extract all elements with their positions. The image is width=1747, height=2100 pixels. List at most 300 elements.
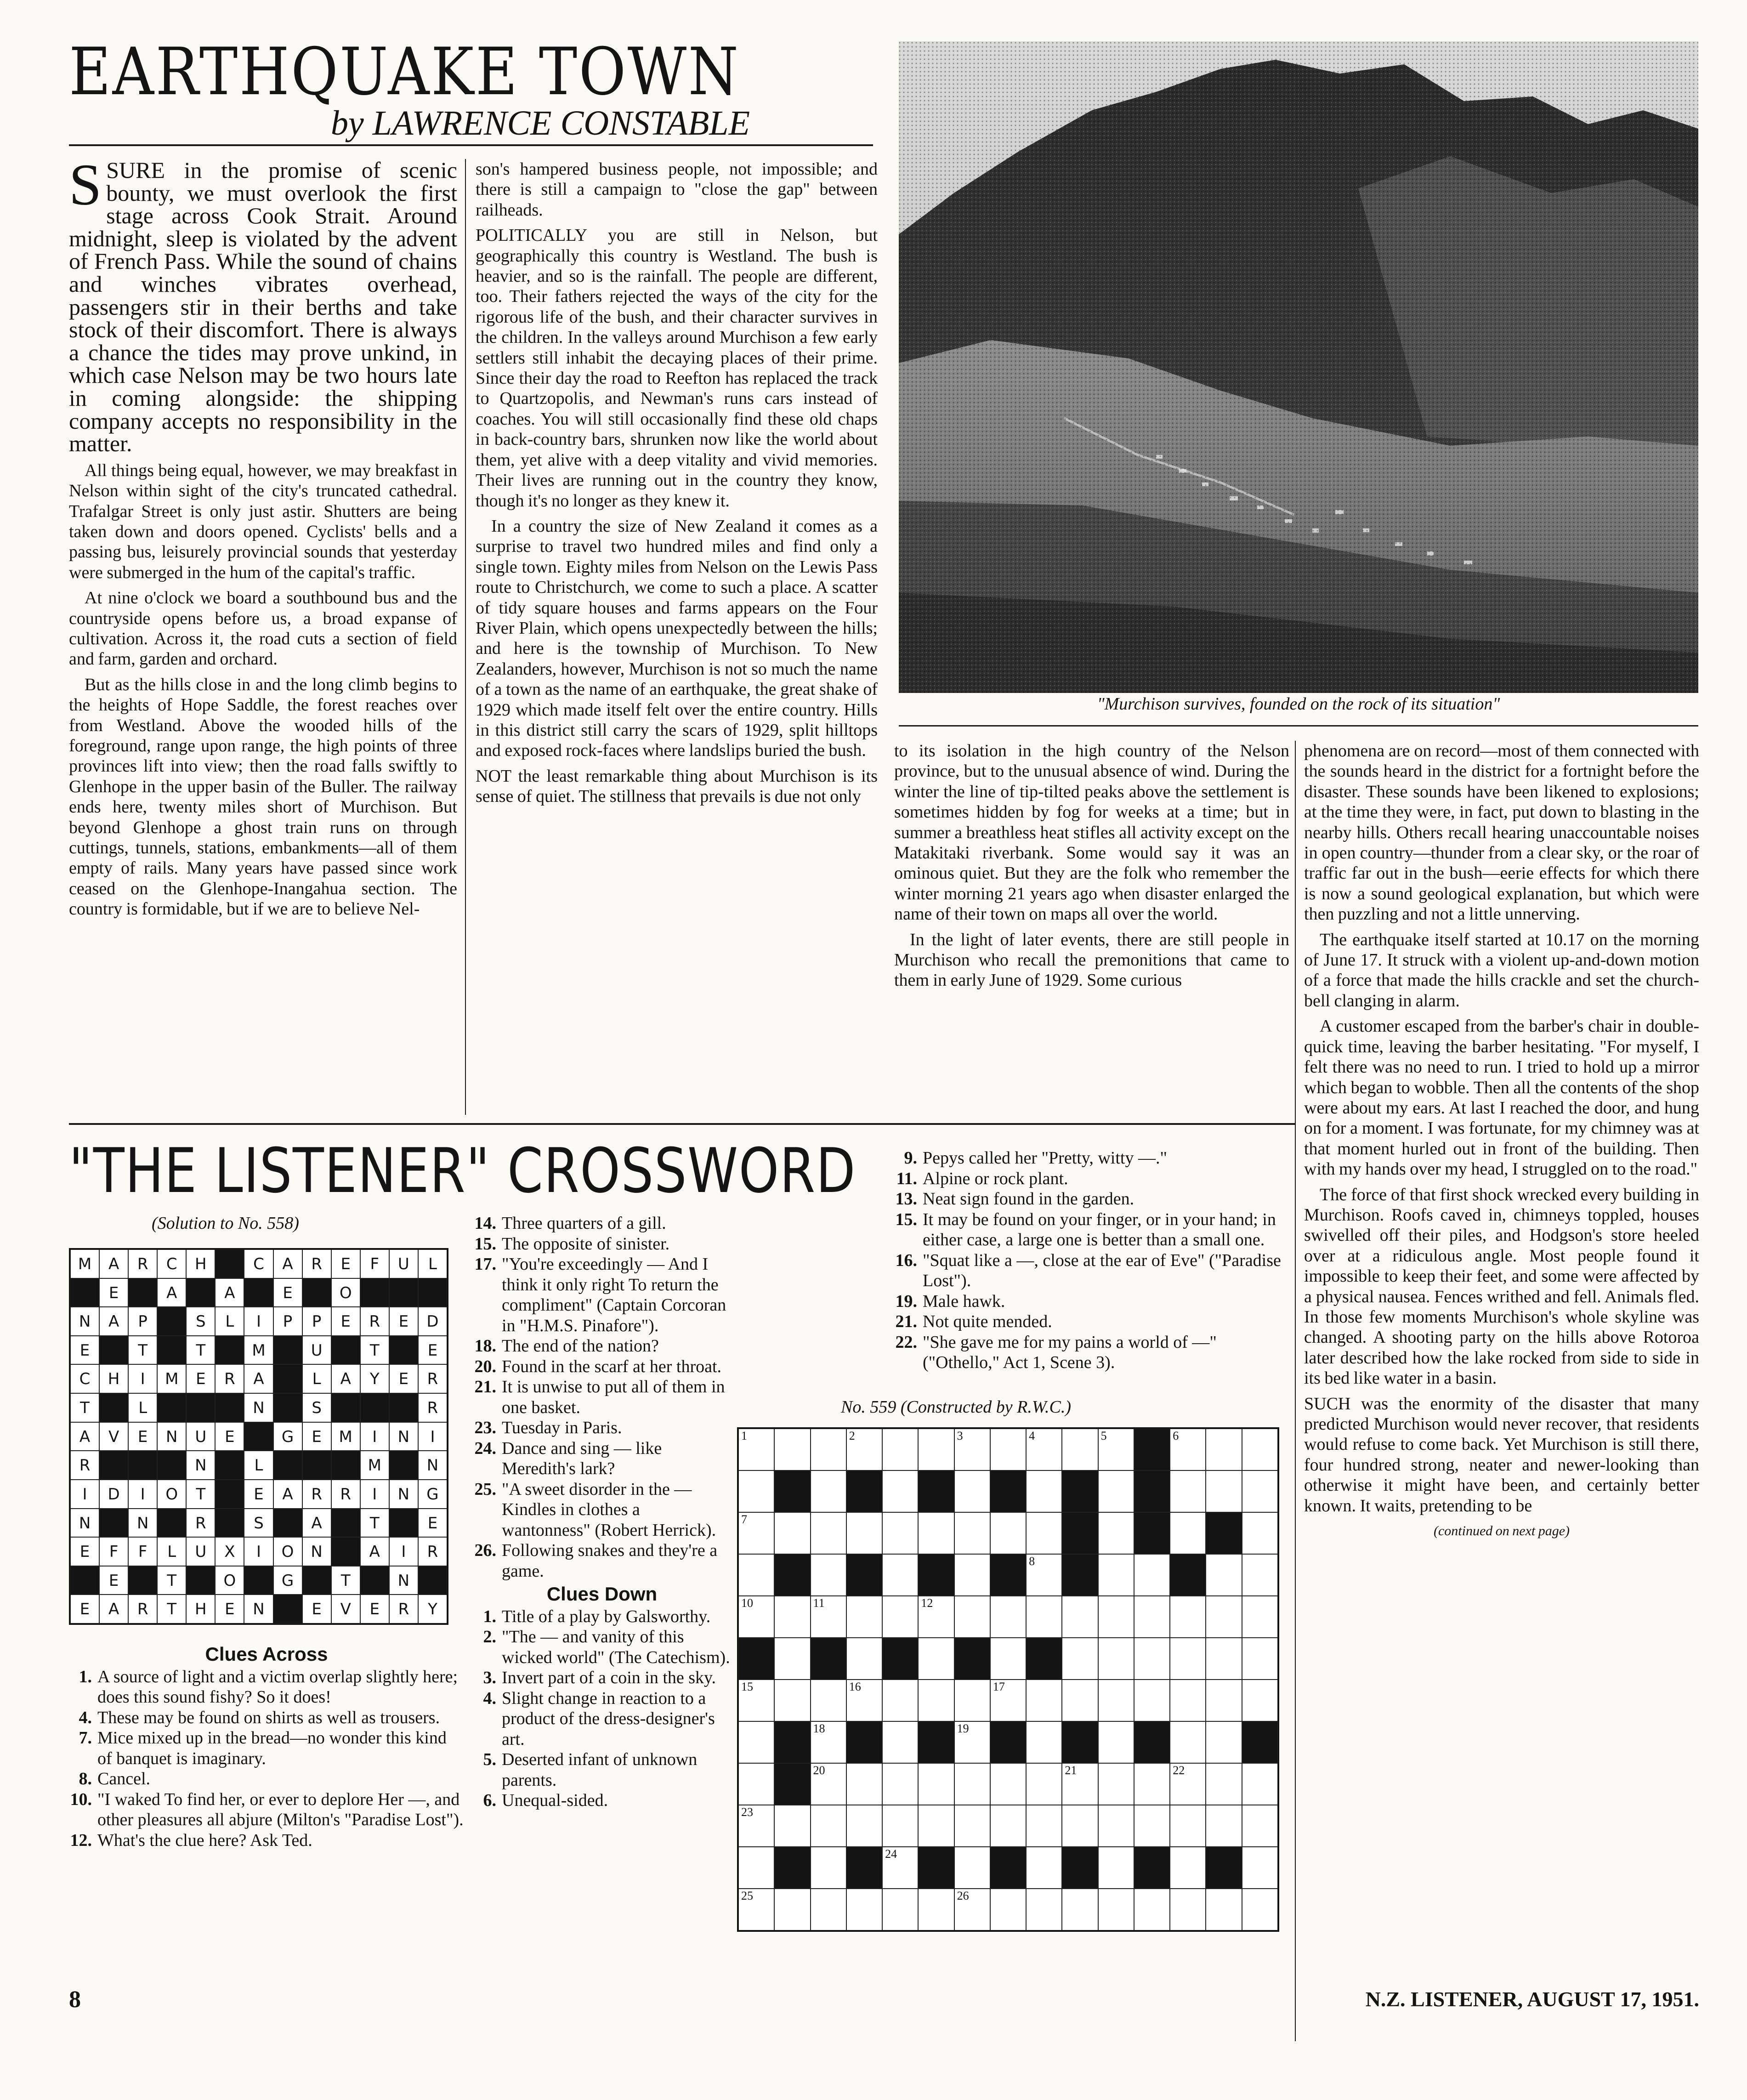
column-rule [1295, 741, 1296, 2041]
puzzle-cell[interactable] [1242, 1596, 1278, 1638]
puzzle-cell[interactable] [774, 1596, 810, 1638]
solution-cell [389, 1307, 418, 1336]
solution-black-cell [99, 1509, 128, 1538]
solution-cell [99, 1595, 128, 1623]
solution-letter: M [339, 1427, 352, 1446]
puzzle-cell[interactable] [811, 1805, 846, 1847]
puzzle-cell[interactable] [1098, 1470, 1134, 1512]
puzzle-cell[interactable] [1098, 1889, 1134, 1930]
puzzle-cell[interactable] [990, 1638, 1026, 1680]
solution-cell [99, 1278, 128, 1307]
puzzle-cell[interactable] [811, 1847, 846, 1889]
clue-text: Pepys called her "Pretty, witty —." [923, 1148, 1167, 1168]
solution-cell [302, 1537, 331, 1566]
puzzle-cell[interactable] [918, 1680, 954, 1721]
puzzle-cell[interactable] [990, 1429, 1026, 1470]
puzzle-clue-number: 21 [1065, 1764, 1077, 1777]
puzzle-cell[interactable] [1026, 1847, 1062, 1889]
puzzle-cell[interactable] [954, 1470, 990, 1512]
puzzle-cell[interactable] [1206, 1429, 1242, 1470]
solution-letter: T [167, 1600, 177, 1619]
puzzle-cell[interactable] [1242, 1554, 1278, 1596]
puzzle-cell[interactable] [738, 1596, 774, 1638]
solution-letter: U [397, 1255, 409, 1273]
puzzle-cell[interactable] [1206, 1721, 1242, 1763]
puzzle-clue-number: 20 [813, 1764, 825, 1777]
puzzle-cell[interactable] [990, 1763, 1026, 1805]
puzzle-black-cell [918, 1470, 954, 1512]
puzzle-clue-number: 2 [849, 1429, 855, 1442]
solution-black-cell [389, 1393, 418, 1422]
puzzle-cell[interactable] [954, 1721, 990, 1763]
solution-black-cell [273, 1336, 302, 1365]
solution-cell [128, 1249, 157, 1278]
puzzle-cell[interactable] [811, 1889, 846, 1930]
puzzle-cell[interactable] [846, 1429, 882, 1470]
puzzle-cell[interactable] [882, 1889, 918, 1930]
puzzle-clue-number: 17 [993, 1680, 1005, 1693]
puzzle-cell[interactable] [1206, 1805, 1242, 1847]
puzzle-cell[interactable] [1098, 1721, 1134, 1763]
puzzle-cell[interactable] [738, 1805, 774, 1847]
solution-letter: X [224, 1543, 235, 1561]
puzzle-cell[interactable] [882, 1554, 918, 1596]
puzzle-cell[interactable] [811, 1429, 846, 1470]
puzzle-black-cell [1062, 1847, 1098, 1889]
puzzle-cell[interactable] [1242, 1805, 1278, 1847]
puzzle-cell[interactable] [1134, 1638, 1170, 1680]
puzzle-black-cell [1134, 1721, 1170, 1763]
puzzle-cell[interactable] [774, 1512, 810, 1554]
byline-rule [69, 144, 873, 146]
puzzle-cell[interactable] [811, 1763, 846, 1805]
puzzle-cell[interactable] [1206, 1763, 1242, 1805]
article-byline: by LAWRENCE CONSTABLE [331, 104, 750, 142]
solution-cell [157, 1422, 186, 1451]
puzzle-cell[interactable] [954, 1429, 990, 1470]
puzzle-cell[interactable] [738, 1721, 774, 1763]
clue-number: 21. [895, 1312, 917, 1331]
puzzle-cell[interactable] [954, 1805, 990, 1847]
clue-number: 20. [474, 1356, 496, 1376]
puzzle-cell[interactable] [882, 1721, 918, 1763]
puzzle-cell[interactable] [1170, 1596, 1206, 1638]
solution-cell [186, 1336, 215, 1365]
solution-black-cell [157, 1451, 186, 1480]
puzzle-cell[interactable] [1170, 1847, 1206, 1889]
solution-cell [215, 1307, 244, 1336]
solution-cell [70, 1595, 99, 1623]
puzzle-cell[interactable] [954, 1512, 990, 1554]
puzzle-cell[interactable] [738, 1847, 774, 1889]
clue-number: 23. [474, 1418, 496, 1437]
puzzle-cell[interactable] [738, 1554, 774, 1596]
clue-item [473, 1540, 731, 1581]
puzzle-cell[interactable] [1062, 1805, 1098, 1847]
puzzle-cell[interactable] [1098, 1554, 1134, 1596]
solution-letter: E [108, 1571, 119, 1590]
puzzle-cell[interactable] [990, 1889, 1026, 1930]
article-paragraph: But as the hills close in and the long climb begins to the heights of Hope Saddle, the forest reaches over from Westland. Above the wooded hills of the foreground, range upon range, the high points of three provinces lift into view; then the road falls swiftly to Glenhope in the upper basin of the Buller. The railway ends here, twenty miles short of Murchison. But beyond Glenhope a ghost train runs on through cuttings, tunnels, stations, embankments—all of them empty of rails. Many years have passed since work ceased on the Glenhope-Inangahua section. The country is formidable, but if we are to believe Nel- [69, 675, 457, 919]
puzzle-cell[interactable] [918, 1889, 954, 1930]
clue-text: Dance and sing — like Meredith's lark? [502, 1438, 662, 1478]
solution-letter: I [372, 1427, 377, 1446]
solution-cell [215, 1278, 244, 1307]
puzzle-cell[interactable] [1134, 1680, 1170, 1721]
solution-black-cell [157, 1393, 186, 1422]
puzzle-cell[interactable] [811, 1596, 846, 1638]
puzzle-cell[interactable] [1242, 1470, 1278, 1512]
puzzle-cell[interactable] [918, 1763, 954, 1805]
puzzle-cell[interactable] [1062, 1763, 1098, 1805]
puzzle-cell[interactable] [738, 1680, 774, 1721]
puzzle-black-cell [1134, 1847, 1170, 1889]
solution-cell [418, 1249, 447, 1278]
puzzle-cell[interactable] [846, 1889, 882, 1930]
puzzle-cell[interactable] [1206, 1680, 1242, 1721]
solution-cell [389, 1422, 418, 1451]
solution-cell [70, 1422, 99, 1451]
puzzle-cell[interactable] [918, 1596, 954, 1638]
clue-number: 12. [70, 1830, 92, 1850]
solution-letter: E [398, 1370, 409, 1389]
puzzle-cell[interactable] [1098, 1847, 1134, 1889]
puzzle-cell[interactable] [846, 1763, 882, 1805]
solution-cell [244, 1595, 273, 1623]
puzzle-black-cell [1026, 1638, 1062, 1680]
puzzle-cell[interactable] [1242, 1638, 1278, 1680]
puzzle-cell[interactable] [1170, 1805, 1206, 1847]
solution-cell [128, 1336, 157, 1365]
puzzle-cell[interactable] [918, 1512, 954, 1554]
puzzle-cell[interactable] [738, 1512, 774, 1554]
clue-number: 5. [483, 1750, 496, 1769]
clue-item [69, 1789, 464, 1830]
solution-cell [128, 1364, 157, 1393]
solution-letter: A [282, 1485, 293, 1504]
solution-letter: A [108, 1312, 119, 1331]
article-paragraph: SSURE in the promise of scenic bounty, we must overlook the first stage across Cook Strait. Around midnight, sleep is violated by the advent of French Pass. While the sound of chains and winches vibrates overhead, passengers stir in their berths and take stock of their discomfort. There is always a chance the tides may prove unkind, in which case Nelson may be two hours late in coming alongside: the shipping company accepts no responsibility in the matter. [69, 159, 457, 457]
puzzle-cell[interactable] [1098, 1638, 1134, 1680]
puzzle-cell[interactable] [1134, 1889, 1170, 1930]
solution-letter: R [398, 1600, 409, 1619]
puzzle-cell[interactable] [1098, 1763, 1134, 1805]
puzzle-cell[interactable] [882, 1470, 918, 1512]
puzzle-cell[interactable] [954, 1596, 990, 1638]
solution-letter: I [256, 1312, 261, 1331]
clue-list [473, 1606, 731, 1811]
clues-across [69, 1641, 464, 1850]
solution-cell [360, 1364, 389, 1393]
puzzle-cell[interactable] [1026, 1554, 1062, 1596]
puzzle-cell[interactable] [1098, 1680, 1134, 1721]
puzzle-cell[interactable] [882, 1596, 918, 1638]
puzzle-cell[interactable] [918, 1805, 954, 1847]
puzzle-clue-number: 19 [957, 1722, 969, 1735]
puzzle-cell[interactable] [1062, 1889, 1098, 1930]
solution-letter: T [167, 1571, 177, 1590]
solution-letter: A [224, 1283, 235, 1302]
puzzle-cell[interactable] [1098, 1596, 1134, 1638]
solution-cell [99, 1537, 128, 1566]
puzzle-cell[interactable] [990, 1596, 1026, 1638]
solution-letter: L [312, 1370, 321, 1389]
puzzle-cell[interactable] [882, 1512, 918, 1554]
puzzle-cell[interactable] [1134, 1554, 1170, 1596]
puzzle-cell[interactable] [774, 1638, 810, 1680]
clue-number: 8. [79, 1769, 92, 1788]
puzzle-cell[interactable] [990, 1805, 1026, 1847]
puzzle-black-cell [918, 1554, 954, 1596]
puzzle-clue-number: 8 [1029, 1555, 1035, 1568]
clue-number: 4. [483, 1688, 496, 1708]
puzzle-black-cell [846, 1554, 882, 1596]
puzzle-cell[interactable] [1242, 1889, 1278, 1930]
solution-letter: U [195, 1543, 207, 1561]
puzzle-black-cell [1134, 1429, 1170, 1470]
solution-letter: N [311, 1543, 323, 1561]
puzzle-cell[interactable] [1170, 1889, 1206, 1930]
solution-letter: I [82, 1485, 87, 1504]
puzzle-cell[interactable] [846, 1805, 882, 1847]
puzzle-cell[interactable] [774, 1889, 810, 1930]
puzzle-black-cell [1134, 1470, 1170, 1512]
puzzle-cell[interactable] [846, 1596, 882, 1638]
clue-number: 13. [895, 1189, 917, 1209]
solution-letter: R [311, 1255, 322, 1273]
solution-letter: N [136, 1514, 149, 1532]
solution-letter: I [430, 1427, 435, 1446]
clue-number: 26. [474, 1541, 496, 1560]
clue-number: 25. [474, 1479, 496, 1499]
solution-cell [186, 1364, 215, 1393]
article-title: EARTHQUAKE TOWN [69, 34, 740, 110]
clues-across-heading: Clues Across [205, 1643, 328, 1665]
article-paragraph: A customer escaped from the barber's chair in double-quick time, leaving the barber hesitating. "For myself, I felt there was no need to run. I tried to hold up a mirror which began to wobble. Then all the contents of the shop were about my ears. At last I reached the door, and hung on for a moment. I was fortunate, for my chimney was at that moment hurled out in front of the building. Then with my hands over my head, I struggled on to the road." [1304, 1016, 1699, 1179]
solution-letter: I [140, 1485, 145, 1504]
solution-cell [70, 1480, 99, 1509]
puzzle-cell[interactable] [1170, 1763, 1206, 1805]
solution-cell [128, 1595, 157, 1623]
puzzle-cell[interactable] [1062, 1680, 1098, 1721]
solution-cell [360, 1595, 389, 1623]
clue-text: A source of light and a victim overlap slightly here; does this sound fishy? So it does! [97, 1667, 458, 1707]
clue-number: 18. [474, 1336, 496, 1356]
puzzle-cell[interactable] [882, 1429, 918, 1470]
clue-item [894, 1189, 1289, 1209]
solution-letter: R [195, 1514, 206, 1532]
solution-label: (Solution to No. 558) [152, 1214, 299, 1233]
solution-black-cell [128, 1566, 157, 1595]
puzzle-cell[interactable] [1170, 1680, 1206, 1721]
puzzle-cell[interactable] [846, 1638, 882, 1680]
puzzle-cell[interactable] [774, 1429, 810, 1470]
solution-black-cell [389, 1509, 418, 1538]
puzzle-cell[interactable] [1026, 1805, 1062, 1847]
solution-cell [418, 1509, 447, 1538]
solution-letter: Y [428, 1600, 437, 1619]
solution-cell [360, 1307, 389, 1336]
puzzle-cell[interactable] [1206, 1638, 1242, 1680]
puzzle-cell[interactable] [882, 1805, 918, 1847]
puzzle-cell[interactable] [1098, 1512, 1134, 1554]
solution-cell [70, 1509, 99, 1538]
puzzle-cell[interactable] [1170, 1470, 1206, 1512]
puzzle-cell[interactable] [1026, 1889, 1062, 1930]
solution-cell [418, 1422, 447, 1451]
article-paragraph: In a country the size of New Zealand it comes as a surprise to travel two hundred miles and find only a single town. Eighty miles from Nelson on the Lewis Pass route to Christchurch, we come to such a place. A scatter of tidy square houses and farms appears on the Four River Plain, which opens unexpectedly between the hills; and here is the township of Murchison. To New Zealanders, however, Murchison is not so much the name of a town as the name of an earthquake, the great shake of 1929 which made itself felt over the entire country. Hills in this district still carry the scars of 1929, split hilltops and exposed rock-faces where landslips buried the bush. [476, 516, 878, 761]
clue-item [473, 1668, 731, 1688]
puzzle-cell[interactable] [811, 1512, 846, 1554]
solution-letter: E [137, 1427, 148, 1446]
puzzle-cell[interactable] [1170, 1721, 1206, 1763]
puzzle-black-cell [774, 1721, 810, 1763]
solution-letter: O [339, 1283, 352, 1302]
puzzle-cell[interactable] [1062, 1429, 1098, 1470]
puzzle-cell[interactable] [1206, 1889, 1242, 1930]
solution-cell [389, 1595, 418, 1623]
clue-text: "The — and vanity of this wicked world" (The Catechism). [502, 1627, 730, 1667]
puzzle-cell[interactable] [882, 1847, 918, 1889]
solution-cell [273, 1249, 302, 1278]
puzzle-cell[interactable] [1026, 1512, 1062, 1554]
puzzle-cell[interactable] [882, 1763, 918, 1805]
puzzle-cell[interactable] [1170, 1512, 1206, 1554]
puzzle-cell[interactable] [990, 1680, 1026, 1721]
solution-letter: E [312, 1600, 322, 1619]
clue-item [69, 1667, 464, 1708]
solution-cell [331, 1595, 360, 1623]
solution-black-cell [70, 1278, 99, 1307]
puzzle-cell[interactable] [1026, 1680, 1062, 1721]
clue-text: Found in the scarf at her throat. [502, 1356, 722, 1376]
article-paragraph: son's hampered business people, not impossible; and there is still a campaign to "close the gap" between railheads. [476, 159, 878, 220]
puzzle-cell[interactable] [1206, 1554, 1242, 1596]
puzzle-cell[interactable] [1098, 1805, 1134, 1847]
puzzle-cell[interactable] [954, 1680, 990, 1721]
puzzle-cell[interactable] [774, 1680, 810, 1721]
puzzle-cell[interactable] [882, 1680, 918, 1721]
crossword-title: "THE LISTENER" CROSSWORD [69, 1135, 856, 1207]
puzzle-cell[interactable] [738, 1470, 774, 1512]
puzzle-cell[interactable] [846, 1680, 882, 1721]
puzzle-cell[interactable] [738, 1429, 774, 1470]
puzzle-cell[interactable] [1134, 1596, 1170, 1638]
solution-black-cell [389, 1336, 418, 1365]
puzzle-cell[interactable] [1026, 1721, 1062, 1763]
solution-letter: A [108, 1600, 119, 1619]
puzzle-cell[interactable] [1134, 1763, 1170, 1805]
puzzle-cell[interactable] [1026, 1429, 1062, 1470]
solution-letter: T [369, 1514, 380, 1532]
solution-letter: U [195, 1427, 207, 1446]
solution-cell [99, 1364, 128, 1393]
solution-letter: A [369, 1543, 380, 1561]
puzzle-cell[interactable] [1206, 1596, 1242, 1638]
article-column-2 [476, 159, 878, 1115]
puzzle-cell[interactable] [1134, 1805, 1170, 1847]
puzzle-black-cell [990, 1554, 1026, 1596]
solution-cell [244, 1364, 273, 1393]
puzzle-black-cell [774, 1847, 810, 1889]
puzzle-cell[interactable] [1062, 1596, 1098, 1638]
solution-black-cell [302, 1278, 331, 1307]
clue-item [473, 1438, 731, 1479]
puzzle-cell[interactable] [1242, 1512, 1278, 1554]
puzzle-cell[interactable] [1062, 1638, 1098, 1680]
puzzle-cell[interactable] [1242, 1847, 1278, 1889]
puzzle-cell[interactable] [918, 1638, 954, 1680]
solution-letter: S [254, 1514, 264, 1532]
puzzle-cell[interactable] [811, 1470, 846, 1512]
puzzle-cell[interactable] [1026, 1763, 1062, 1805]
solution-cell [273, 1480, 302, 1509]
solution-cell [128, 1537, 157, 1566]
solution-letter: A [166, 1283, 177, 1302]
puzzle-cell[interactable] [1170, 1638, 1206, 1680]
solution-letter: H [108, 1370, 120, 1389]
puzzle-black-cell [738, 1638, 774, 1680]
puzzle-cell[interactable] [846, 1512, 882, 1554]
puzzle-clue-number: 6 [1173, 1429, 1179, 1442]
solution-black-cell [331, 1451, 360, 1480]
solution-letter: E [254, 1485, 264, 1504]
solution-black-cell [186, 1566, 215, 1595]
puzzle-cell[interactable] [954, 1889, 990, 1930]
puzzle-black-cell [954, 1638, 990, 1680]
solution-cell [273, 1307, 302, 1336]
puzzle-clue-number: 7 [741, 1513, 747, 1526]
solution-letter: N [397, 1427, 410, 1446]
clue-text: These may be found on shirts as well as trousers. [97, 1708, 440, 1727]
puzzle-cell[interactable] [1206, 1470, 1242, 1512]
puzzle-cell[interactable] [774, 1805, 810, 1847]
column-rule [465, 159, 466, 1115]
puzzle-cell[interactable] [738, 1889, 774, 1930]
solution-letter: H [195, 1255, 207, 1273]
puzzle-cell[interactable] [954, 1554, 990, 1596]
puzzle-cell[interactable] [918, 1429, 954, 1470]
puzzle-cell[interactable] [954, 1847, 990, 1889]
clue-text: Invert part of a coin in the sky. [502, 1668, 716, 1687]
solution-letter: V [108, 1427, 119, 1446]
puzzle-cell[interactable] [811, 1680, 846, 1721]
puzzle-cell[interactable] [1242, 1763, 1278, 1805]
puzzle-black-cell [918, 1847, 954, 1889]
puzzle-cell[interactable] [811, 1554, 846, 1596]
solution-letter: N [397, 1485, 410, 1504]
puzzle-cell[interactable] [1026, 1596, 1062, 1638]
puzzle-cell[interactable] [1242, 1680, 1278, 1721]
clue-item [473, 1234, 731, 1254]
solution-black-cell [302, 1451, 331, 1480]
puzzle-black-cell [990, 1847, 1026, 1889]
puzzle-cell[interactable] [738, 1763, 774, 1805]
clue-number: 10. [70, 1789, 92, 1809]
solution-black-cell [186, 1393, 215, 1422]
solution-letter: A [340, 1370, 351, 1389]
puzzle-cell[interactable] [811, 1721, 846, 1763]
solution-letter: Y [369, 1370, 380, 1389]
puzzle-cell[interactable] [954, 1763, 990, 1805]
clue-item [473, 1213, 731, 1234]
article-paragraph: to its isolation in the high country of the Nelson province, but to the unusual absence of wind. During the winter the line of tip-tilted peaks above the settlement is sometimes hidden by fog for weeks at a time; but in summer a breathless heat stifles all activity except on the Matakitaki riverbank. Some would say it was an ominous quiet. But they are the folk who remember the winter morning 21 years ago when disaster enlarged the name of their town on maps all over the world. [894, 741, 1289, 924]
puzzle-cell[interactable] [1026, 1470, 1062, 1512]
puzzle-cell[interactable] [1242, 1429, 1278, 1470]
puzzle-cell[interactable] [990, 1512, 1026, 1554]
puzzle-cell[interactable] [1098, 1429, 1134, 1470]
puzzle-cell[interactable] [1170, 1429, 1206, 1470]
